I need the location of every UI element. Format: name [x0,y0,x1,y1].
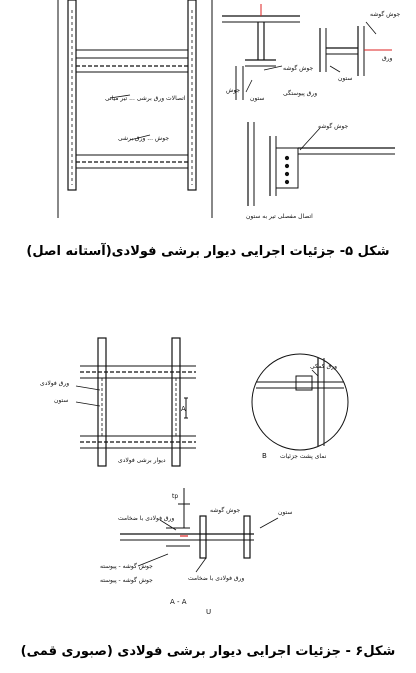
side-callout-3: ستون [338,75,353,82]
bottom-note: اتصال مفصلی تیر به ستون [246,213,313,220]
column-section-detail [320,22,392,76]
side-callout-2: ورق [382,55,393,62]
flange-detail [222,4,300,100]
section-note-4: جوش گوشه - پیوسته [100,563,153,570]
frame-caption: دیوار برشی فولادی [118,457,166,464]
section-note-6: جوش گوشه - پیوسته [100,577,153,584]
small-u-label: U [206,608,212,616]
section-A-label: A [181,405,186,413]
section-title: A - A [170,598,187,606]
figure-6-caption: شکل۶ - جزئیات اجرایی دیوار برشی فولادی (صبوری قمی) [20,644,396,659]
figure-6 [0,318,416,618]
tp-label: tp [172,493,179,500]
detail-B-note: نمای پشت جزئیات [280,453,327,460]
frame-label-2: ستون [54,397,69,404]
horiz-stiffener-label: اتصالات ورق برشی ... تیر میانی [105,95,186,102]
section-note-3: ستون [278,509,293,516]
detail-B-letter: B [262,452,267,460]
side-callout-1: جوش گوشه [370,11,401,18]
figure-5-caption: شکل ۵- جزئیات اجرایی دیوار برشی فولادی(آستانه اصل) [26,244,390,259]
steel-wall-elevation [76,338,196,466]
section-note-2: جوش گوشه [210,507,241,514]
flange-label: جوش [226,87,241,94]
top-callout-2: ورق پیوستگی [283,90,318,97]
section-A-A [120,488,278,572]
top-callout-1: جوش گوشه [283,65,314,72]
frame-label-1: ورق فولادی [40,380,70,387]
figure-5-drawing [0,0,416,226]
section-note-1: ورق فولادی با ضخامت [118,515,175,522]
figure-6-drawing [0,318,416,618]
shear-wall-elevation [58,0,212,218]
section-note-5: ورق فولادی با ضخامت [188,575,245,582]
beam-column-connection [248,122,395,206]
web-label: ستون [250,95,265,102]
beam-weld-label: جوش ... ورق برشی [118,135,170,142]
figure-5 [0,0,416,226]
top-right-note: ورق کمکی [310,363,337,370]
bottom-callout: جوش گوشه [318,123,349,130]
